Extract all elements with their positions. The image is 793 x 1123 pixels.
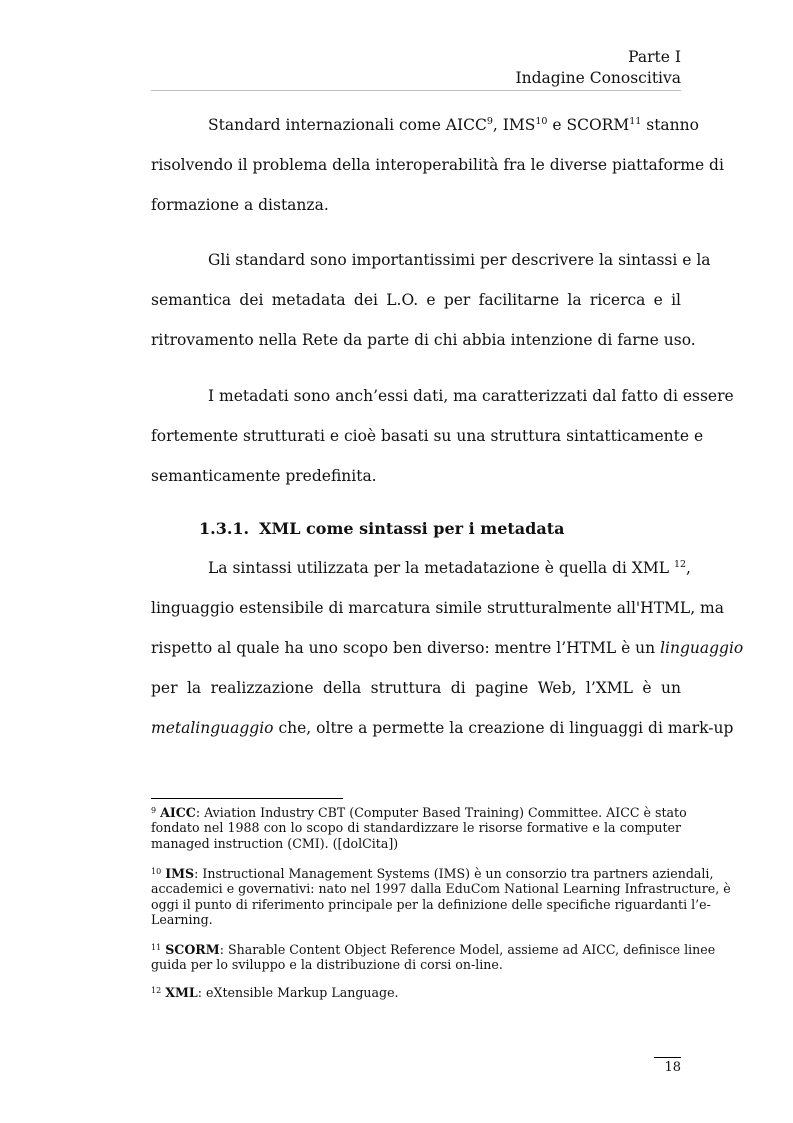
p4-line2: linguaggio estensibile di marcatura simile strutturalmente all'HTML, ma <box>151 599 724 617</box>
footnote-10: $^{10}$ IMS: Instructional Management Systems (IMS) è un consorzio tra partners aziendali, accademici e governativi: nato nel 1997 dalla EduCom National Learning Infrastructure, è oggi il punto di riferimento principale per la definizione delle specifiche riguardanti l’e- Learning. <box>151 866 731 928</box>
header-rule <box>151 90 681 91</box>
footnote-12: $^{12}$ XML: eXtensible Markup Language. <box>151 985 399 1000</box>
p3-line2: fortemente strutturati e cioè basati su una struttura sintatticamente e <box>151 427 704 445</box>
p4-line4: per la realizzazione della struttura di pagine Web, l’XML è un <box>151 679 681 697</box>
page-number-rule <box>654 1057 681 1058</box>
p4-line1: La sintassi utilizzata per la metadatazione è quella di XML $^{12}$, <box>208 559 691 577</box>
footnote-9: $^9$ AICC: Aviation Industry CBT (Computer Based Training) Committee. AICC è stato fondato nel 1988 con lo scopo di standardizzare le risorse formative e la computer managed instruction (CMI). ([dolCita]) <box>151 805 687 851</box>
header-section: Indagine Conoscitiva <box>515 69 681 87</box>
p4-line3: rispetto al quale ha uno scopo ben diverso: mentre l’HTML è un linguaggio <box>151 639 744 657</box>
p2-line3: ritrovamento nella Rete da parte di chi abbia intenzione di farne uso. <box>151 331 696 349</box>
p1-line2: risolvendo il problema della interoperabilità fra le diverse piattaforme di <box>151 156 724 174</box>
p4-line5: metalinguaggio che, oltre a permette la creazione di linguaggi di mark-up <box>151 719 734 737</box>
header-part: Parte I <box>628 48 681 66</box>
footnote-11: $^{11}$ SCORM: Sharable Content Object Reference Model, assieme ad AICC, definisce linee guida per lo sviluppo e la distribuzione di corsi on-line. <box>151 942 716 973</box>
p1-line1: Standard internazionali come AICC$^9$, IMS$^{10}$ e SCORM$^{11}$ stanno <box>208 116 699 134</box>
p1-line3: formazione a distanza. <box>151 196 329 214</box>
p3-line3: semanticamente predefinita. <box>151 467 377 485</box>
section-heading <box>199 519 564 538</box>
page-number: 18 <box>664 1060 681 1075</box>
section-title: XML come sintassi per i metadata <box>259 519 565 538</box>
p2-line1: Gli standard sono importantissimi per descrivere la sintassi e la <box>208 251 711 269</box>
p2-line2: semantica dei metadata dei L.O. e per facilitarne la ricerca e il <box>151 291 681 309</box>
p3-line1: I metadati sono anch’essi dati, ma caratterizzati dal fatto di essere <box>208 387 734 405</box>
section-number: 1.3.1. <box>199 519 250 538</box>
footnote-rule <box>151 798 343 799</box>
